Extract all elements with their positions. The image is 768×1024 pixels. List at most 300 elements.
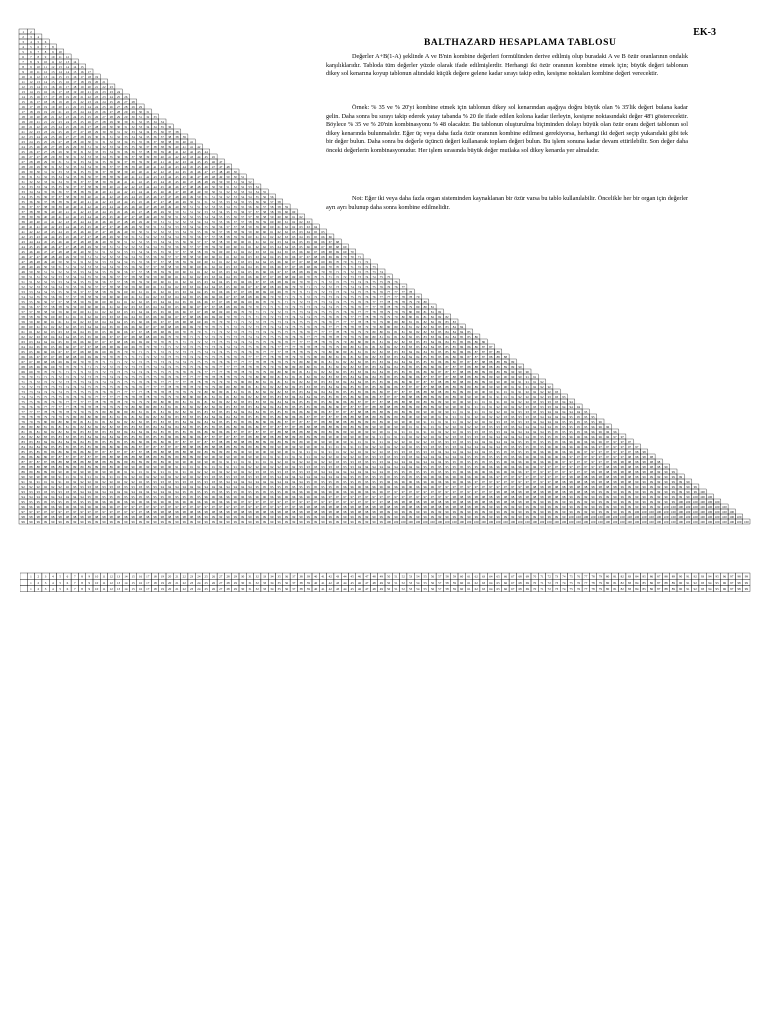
combined-value: 66 <box>197 300 201 304</box>
combined-value: 49 <box>183 195 187 199</box>
combined-value: 30 <box>59 155 63 159</box>
combined-value: 47 <box>183 185 187 189</box>
combined-value: 31 <box>37 175 41 179</box>
combined-value: 87 <box>475 350 479 354</box>
combined-value: 61 <box>81 315 85 319</box>
combined-value: 82 <box>387 345 391 349</box>
combined-value: 67 <box>234 290 238 294</box>
combined-value: 80 <box>394 325 398 329</box>
combined-value: 21 <box>29 125 33 129</box>
combined-value: 47 <box>146 205 150 209</box>
combined-value: 23 <box>37 130 41 134</box>
combined-value: 78 <box>409 295 413 299</box>
combined-value: 15 <box>81 65 85 69</box>
combined-value: 56 <box>51 295 55 299</box>
combined-value: 8 <box>37 55 39 59</box>
combined-value: 74 <box>263 330 267 334</box>
combined-value: 84 <box>416 355 420 359</box>
combined-value: 67 <box>307 255 311 259</box>
combined-value: 29 <box>44 160 48 164</box>
combined-value: 48 <box>124 225 128 229</box>
combined-value: 45 <box>175 180 179 184</box>
combined-value: 53 <box>102 260 106 264</box>
combined-value: 55 <box>219 220 223 224</box>
combined-value: 61 <box>66 320 70 324</box>
combined-value: 14 <box>51 75 55 79</box>
combined-value: 61 <box>175 280 179 284</box>
combined-value: 77 <box>380 300 384 304</box>
combined-value: 50 <box>146 225 150 229</box>
combined-value: 28 <box>132 100 136 104</box>
combined-value: 10 <box>44 60 48 64</box>
combined-value: 52 <box>59 270 63 274</box>
combined-value: 64 <box>124 315 128 319</box>
combined-value: 50 <box>37 270 41 274</box>
combined-value: 41 <box>59 215 63 219</box>
combined-value: 70 <box>300 280 304 284</box>
combined-value: 69 <box>343 245 347 249</box>
combined-value: 44 <box>110 205 114 209</box>
combined-value: 28 <box>110 115 114 119</box>
combined-value: 62 <box>292 220 296 224</box>
combined-value: 49 <box>227 170 231 174</box>
combined-value: 73 <box>154 360 158 364</box>
combined-value: 40 <box>132 170 136 174</box>
combined-value: 73 <box>146 365 150 369</box>
combined-value: 68 <box>168 325 172 329</box>
combined-value: 42 <box>168 160 172 164</box>
combined-value: 23 <box>110 85 114 89</box>
combined-value: 42 <box>183 155 187 159</box>
combined-value: 35 <box>81 170 85 174</box>
combined-value: 66 <box>285 260 289 264</box>
combined-value: 37 <box>51 195 55 199</box>
combined-value: 55 <box>190 230 194 234</box>
combined-value: 44 <box>146 190 150 194</box>
combined-value: 65 <box>73 335 77 339</box>
combined-value: 31 <box>102 140 106 144</box>
combined-value: 27 <box>37 155 41 159</box>
combined-value: 50 <box>139 225 143 229</box>
combined-value: 42 <box>95 200 99 204</box>
combined-value: 86 <box>467 340 471 344</box>
combined-value: 88 <box>504 355 508 359</box>
combined-value: 63 <box>307 225 311 229</box>
combined-value: 32 <box>110 140 114 144</box>
combined-value: 25 <box>37 140 41 144</box>
combined-value: 79 <box>351 335 355 339</box>
combined-value: 68 <box>117 340 121 344</box>
combined-value: 24 <box>66 120 70 124</box>
combined-value: 77 <box>314 335 318 339</box>
combined-value: 58 <box>51 305 55 309</box>
combined-value: 72 <box>278 310 282 314</box>
combined-value: 71 <box>292 295 296 299</box>
combined-value: 80 <box>314 360 318 364</box>
combined-value: 65 <box>248 270 252 274</box>
combined-value: 38 <box>44 205 48 209</box>
combined-value: 78 <box>402 300 406 304</box>
combined-value: 74 <box>307 315 311 319</box>
combined-value: 49 <box>117 230 121 234</box>
combined-value: 54 <box>139 250 143 254</box>
combined-value: 25 <box>66 125 70 129</box>
combined-value: 12 <box>37 75 41 79</box>
combined-value: 62 <box>175 285 179 289</box>
combined-value: 67 <box>285 265 289 269</box>
combined-value: 73 <box>358 275 362 279</box>
combined-value: 65 <box>51 345 55 349</box>
combined-value: 79 <box>321 350 325 354</box>
combined-value: 37 <box>81 185 85 189</box>
combined-value: 58 <box>241 225 245 229</box>
combined-value: 57 <box>154 265 158 269</box>
combined-value: 54 <box>175 235 179 239</box>
combined-value: 38 <box>29 210 33 214</box>
combined-value: 53 <box>59 275 63 279</box>
combined-value: 72 <box>81 375 85 379</box>
combined-value: 59 <box>161 270 165 274</box>
combined-value: 84 <box>394 360 398 364</box>
combined-value: 26 <box>29 150 33 154</box>
combined-value: 64 <box>190 290 194 294</box>
combined-value: 53 <box>248 185 252 189</box>
combined-value: 48 <box>190 185 194 189</box>
combined-value: 48 <box>227 165 231 169</box>
combined-value: 36 <box>102 165 106 169</box>
combined-value: 39 <box>95 185 99 189</box>
combined-value: 74 <box>110 375 114 379</box>
combined-value: 73 <box>110 370 114 374</box>
combined-value: 65 <box>234 275 238 279</box>
combined-value: 65 <box>161 310 165 314</box>
combined-value: 83 <box>394 350 398 354</box>
combined-value: 69 <box>321 260 325 264</box>
combined-value: 74 <box>285 325 289 329</box>
combined-value: 60 <box>234 240 238 244</box>
combined-value: 67 <box>124 335 128 339</box>
combined-value: 34 <box>66 175 70 179</box>
combined-value: 10 <box>37 65 41 69</box>
row-label: 44 <box>21 245 25 249</box>
combined-value: 9 <box>52 50 54 54</box>
combined-value: 78 <box>365 315 369 319</box>
combined-value: 73 <box>300 305 304 309</box>
combined-value: 70 <box>234 315 238 319</box>
combined-value: 59 <box>183 260 187 264</box>
combined-value: 72 <box>59 375 63 379</box>
combined-value: 51 <box>227 185 231 189</box>
combined-value: 77 <box>365 305 369 309</box>
combined-value: 85 <box>424 360 428 364</box>
combined-value: 53 <box>37 285 41 289</box>
combined-value: 67 <box>110 340 114 344</box>
combined-value: 70 <box>102 355 106 359</box>
combined-value: 32 <box>146 115 150 119</box>
combined-value: 53 <box>51 280 55 284</box>
combined-value: 75 <box>190 365 194 369</box>
combined-value: 82 <box>394 345 398 349</box>
combined-value: 68 <box>278 280 282 284</box>
combined-value: 62 <box>285 225 289 229</box>
combined-value: 30 <box>117 125 121 129</box>
combined-value: 23 <box>73 110 77 114</box>
combined-value: 57 <box>205 240 209 244</box>
combined-value: 64 <box>66 335 70 339</box>
combined-value: 61 <box>183 275 187 279</box>
combined-value: 63 <box>161 295 165 299</box>
combined-value: 57 <box>44 305 48 309</box>
combined-value: 40 <box>117 180 121 184</box>
combined-value: 77 <box>234 360 238 364</box>
combined-value: 77 <box>307 340 311 344</box>
combined-value: 49 <box>197 190 201 194</box>
combined-value: 30 <box>110 125 114 129</box>
combined-value: 43 <box>59 225 63 229</box>
combined-value: 81 <box>314 365 318 369</box>
combined-value: 64 <box>256 260 260 264</box>
combined-value: 56 <box>146 260 150 264</box>
combined-value: 64 <box>95 325 99 329</box>
combined-value: 54 <box>44 290 48 294</box>
combined-value: 70 <box>124 350 128 354</box>
combined-value: 57 <box>124 275 128 279</box>
combined-value: 61 <box>95 310 99 314</box>
combined-value: 59 <box>285 205 289 209</box>
combined-value: 81 <box>329 365 333 369</box>
combined-value: 64 <box>102 320 106 324</box>
combined-value: 46 <box>132 205 136 209</box>
combined-value: 76 <box>285 335 289 339</box>
combined-value: 88 <box>497 360 501 364</box>
combined-value: 54 <box>59 285 63 289</box>
combined-value: 71 <box>343 270 347 274</box>
combined-value: 44 <box>95 215 99 219</box>
combined-value: 46 <box>175 185 179 189</box>
combined-value: 51 <box>88 255 92 259</box>
combined-value: 67 <box>73 345 77 349</box>
combined-value: 67 <box>248 285 252 289</box>
combined-value: 81 <box>314 370 318 374</box>
combined-value: 33 <box>29 185 33 189</box>
combined-value: 60 <box>270 220 274 224</box>
combined-value: 22 <box>59 115 63 119</box>
combined-value: 81 <box>431 305 435 309</box>
combined-value: 62 <box>241 255 245 259</box>
combined-value: 35 <box>59 185 63 189</box>
combined-value: 68 <box>227 300 231 304</box>
combined-value: 64 <box>59 335 63 339</box>
combined-value: 40 <box>161 155 165 159</box>
combined-value: 26 <box>73 125 77 129</box>
combined-value: 85 <box>431 355 435 359</box>
combined-value: 42 <box>73 215 77 219</box>
combined-value: 65 <box>270 260 274 264</box>
combined-value: 64 <box>314 225 318 229</box>
combined-value: 56 <box>263 200 267 204</box>
combined-value: 63 <box>278 240 282 244</box>
row-label: 40 <box>21 225 25 229</box>
combined-value: 88 <box>467 365 471 369</box>
combined-value: 60 <box>95 300 99 304</box>
row-label: 50 <box>21 275 25 279</box>
combined-value: 45 <box>139 195 143 199</box>
combined-value: 74 <box>117 375 121 379</box>
combined-value: 56 <box>110 275 114 279</box>
combined-value: 84 <box>416 350 420 354</box>
combined-value: 53 <box>175 230 179 234</box>
combined-value: 51 <box>59 265 63 269</box>
combined-value: 83 <box>446 325 450 329</box>
combined-value: 71 <box>343 265 347 269</box>
combined-value: 60 <box>270 225 274 229</box>
combined-value: 73 <box>88 375 92 379</box>
combined-value: 88 <box>489 365 493 369</box>
combined-value: 45 <box>95 220 99 224</box>
combined-value: 37 <box>59 195 63 199</box>
combined-value: 81 <box>409 320 413 324</box>
combined-value: 90 <box>519 365 523 369</box>
combined-value: 42 <box>132 185 136 189</box>
combined-value: 27 <box>102 115 106 119</box>
combined-value: 46 <box>88 230 92 234</box>
combined-value: 80 <box>307 365 311 369</box>
combined-value: 16 <box>73 75 77 79</box>
combined-value: 80 <box>365 340 369 344</box>
combined-value: 29 <box>132 110 136 114</box>
combined-value: 3 <box>30 35 32 39</box>
combined-value: 74 <box>256 335 260 339</box>
combined-value: 49 <box>132 225 136 229</box>
combined-value: 43 <box>102 205 106 209</box>
combined-value: 69 <box>219 310 223 314</box>
combined-value: 51 <box>29 275 33 279</box>
combined-value: 50 <box>117 235 121 239</box>
combined-value: 34 <box>117 145 121 149</box>
combined-value: 69 <box>234 305 238 309</box>
combined-value: 57 <box>256 210 260 214</box>
combined-value: 65 <box>29 350 33 354</box>
combined-value: 34 <box>44 185 48 189</box>
combined-value: 50 <box>197 195 201 199</box>
combined-value: 60 <box>227 250 231 254</box>
combined-value: 75 <box>336 305 340 309</box>
combined-value: 66 <box>102 335 106 339</box>
combined-value: 17 <box>88 70 92 74</box>
combined-value: 40 <box>146 165 150 169</box>
combined-value: 57 <box>270 200 274 204</box>
combined-value: 49 <box>124 230 128 234</box>
combined-value: 71 <box>263 310 267 314</box>
combined-value: 37 <box>37 205 41 209</box>
combined-value: 48 <box>81 245 85 249</box>
combined-value: 57 <box>190 245 194 249</box>
combined-value: 42 <box>124 190 128 194</box>
combined-value: 54 <box>212 215 216 219</box>
combined-value: 27 <box>66 135 70 139</box>
combined-value: 42 <box>102 200 106 204</box>
combined-value: 82 <box>394 340 398 344</box>
combined-value: 32 <box>124 130 128 134</box>
combined-value: 53 <box>190 220 194 224</box>
combined-value: 58 <box>59 305 63 309</box>
combined-value: 50 <box>175 210 179 214</box>
combined-value: 69 <box>314 270 318 274</box>
combined-value: 63 <box>292 235 296 239</box>
combined-value: 48 <box>88 240 92 244</box>
combined-value: 73 <box>329 290 333 294</box>
combined-value: 55 <box>102 270 106 274</box>
combined-value: 86 <box>467 345 471 349</box>
combined-value: 66 <box>175 310 179 314</box>
combined-value: 81 <box>416 315 420 319</box>
combined-value: 43 <box>95 210 99 214</box>
combined-value: 74 <box>343 290 347 294</box>
combined-value: 80 <box>424 305 428 309</box>
combined-value: 34 <box>59 180 63 184</box>
combined-value: 57 <box>234 220 238 224</box>
combined-value: 79 <box>336 340 340 344</box>
combined-value: 68 <box>219 305 223 309</box>
combined-value: 59 <box>197 255 201 259</box>
combined-value: 50 <box>190 200 194 204</box>
combined-value: 76 <box>387 285 391 289</box>
combined-value: 35 <box>102 160 106 164</box>
combined-value: 60 <box>205 260 209 264</box>
combined-value: 62 <box>95 315 99 319</box>
combined-value: 60 <box>51 315 55 319</box>
combined-value: 63 <box>175 290 179 294</box>
combined-value: 45 <box>124 205 128 209</box>
combined-value: 36 <box>117 155 121 159</box>
combined-value: 62 <box>219 265 223 269</box>
combined-value: 36 <box>44 195 48 199</box>
combined-value: 56 <box>66 290 70 294</box>
combined-value: 68 <box>139 335 143 339</box>
combined-value: 23 <box>66 115 70 119</box>
combined-value: 59 <box>241 235 245 239</box>
combined-value: 23 <box>29 135 33 139</box>
combined-value: 52 <box>110 250 114 254</box>
combined-value: 9 <box>45 55 47 59</box>
combined-value: 73 <box>278 320 282 324</box>
row-label: 20 <box>21 125 25 129</box>
combined-value: 39 <box>168 145 172 149</box>
combined-value: 55 <box>73 285 77 289</box>
combined-value: 66 <box>139 320 143 324</box>
combined-value: 89 <box>497 370 501 374</box>
combined-value: 58 <box>168 260 172 264</box>
combined-value: 72 <box>343 275 347 279</box>
combined-value: 68 <box>51 360 55 364</box>
combined-value: 21 <box>59 110 63 114</box>
combined-value: 49 <box>37 265 41 269</box>
combined-value: 61 <box>59 320 63 324</box>
combined-value: 77 <box>380 295 384 299</box>
combined-value: 80 <box>416 310 420 314</box>
combined-value: 80 <box>307 360 311 364</box>
combined-value: 38 <box>66 195 70 199</box>
combined-value: 55 <box>161 250 165 254</box>
combined-value: 83 <box>453 320 457 324</box>
combined-value: 48 <box>146 210 150 214</box>
row-label: 68 <box>21 365 25 369</box>
combined-value: 67 <box>161 320 165 324</box>
combined-value: 74 <box>314 310 318 314</box>
combined-value: 66 <box>241 280 245 284</box>
combined-value: 66 <box>51 350 55 354</box>
combined-value: 22 <box>37 125 41 129</box>
